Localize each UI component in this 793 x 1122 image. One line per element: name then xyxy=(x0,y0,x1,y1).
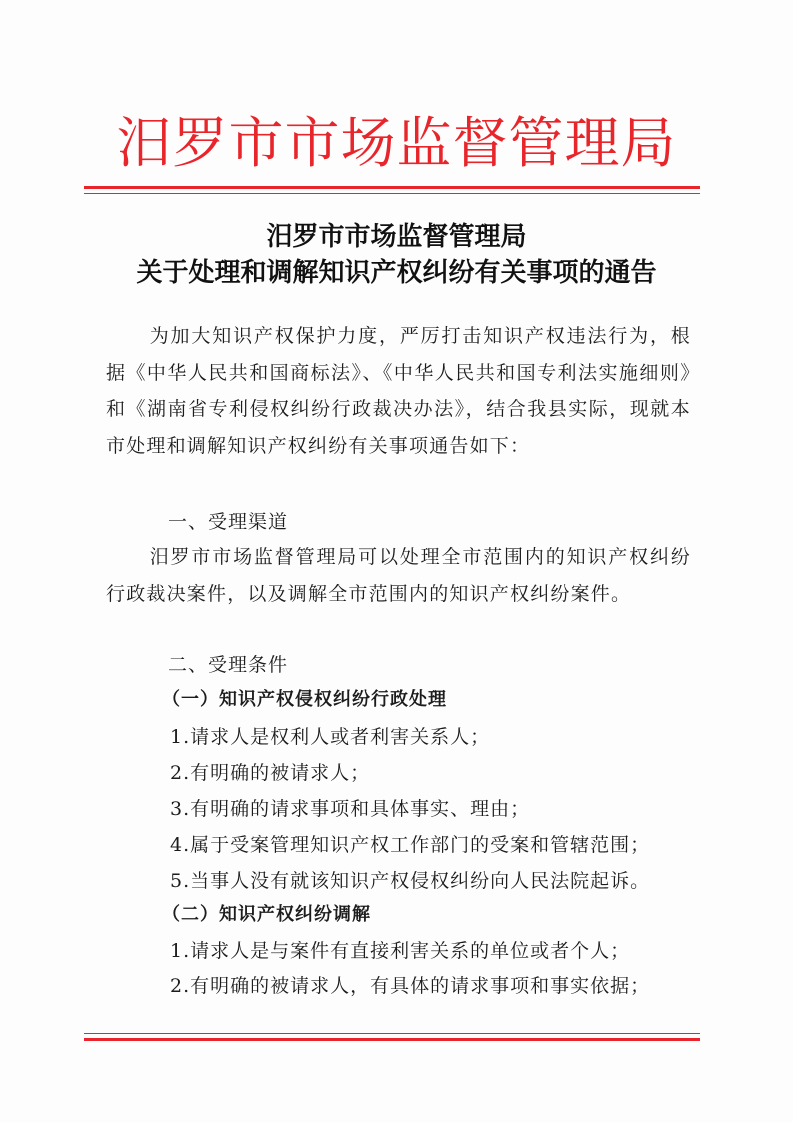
part2-heading: （二）知识产权纠纷调解 xyxy=(162,904,371,925)
masthead-title: 汨罗市市场监督管理局 xyxy=(116,111,677,175)
intro-paragraph: 为加大知识产权保护力度，严厉打击知识产权违法行为，根据《中华人民共和国商标法》、《中华人民共和国专利法实施细则》和《湖南省专利侵权纠纷行政裁决办法》，结合我县实际，现就本市处理和调解知识产权纠纷有关事项通告如下： xyxy=(106,325,691,457)
part1-heading: （一）知识产权侵权纠纷行政处理 xyxy=(162,689,447,710)
part1-item-5: 5.当事人没有就该知识产权侵权纠纷向人民法院起诉。 xyxy=(170,870,651,892)
section1-paragraph: 汨罗市市场监督管理局可以处理全市范围内的知识产权纠纷行政裁决案件，以及调解全市范围内的知识产权纠纷案件。 xyxy=(106,546,691,605)
doc-title-line2: 关于处理和调解知识产权纠纷有关事项的通告 xyxy=(136,258,657,288)
masthead-rule-thick xyxy=(84,186,700,189)
footer-rule-thin xyxy=(84,1033,700,1034)
part1-item-2: 2.有明确的被请求人； xyxy=(170,762,371,784)
part1-item-4: 4.属于受案管理知识产权工作部门的受案和管辖范围； xyxy=(170,834,651,856)
masthead-rule-thin xyxy=(84,193,700,194)
section2-heading: 二、受理条件 xyxy=(168,654,289,676)
part1-item-3: 3.有明确的请求事项和具体事实、理由； xyxy=(170,798,531,820)
part1-item-1: 1.请求人是权利人或者利害关系人； xyxy=(170,726,491,748)
part2-item-1: 1.请求人是与案件有直接利害关系的单位或者个人； xyxy=(170,940,631,962)
section1-heading: 一、受理渠道 xyxy=(168,511,289,533)
doc-title-line1: 汨罗市市场监督管理局 xyxy=(266,222,527,252)
part2-item-2: 2.有明确的被请求人，有具体的请求事项和事实依据； xyxy=(170,975,651,997)
footer-rule-thick xyxy=(84,1038,700,1041)
